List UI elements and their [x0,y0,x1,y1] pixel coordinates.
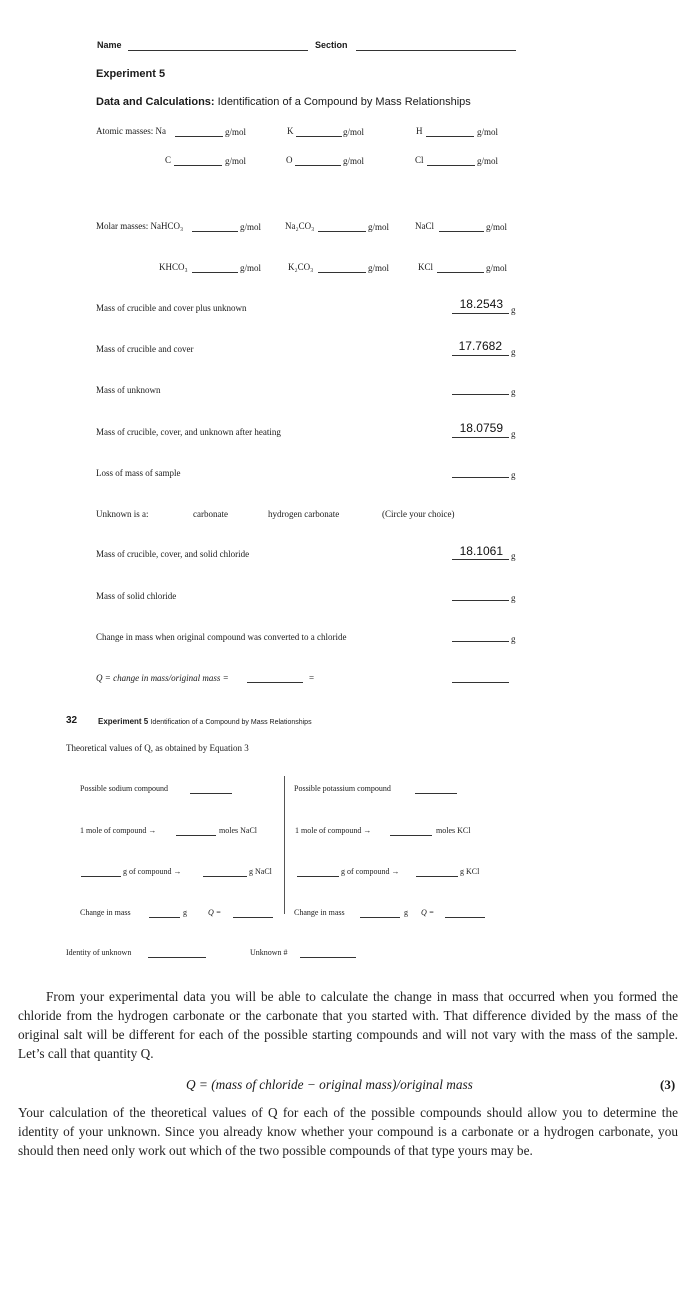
possible-potassium-label: Possible potassium compound [294,784,391,793]
row-mass-solid-chloride: Mass of solid chloride [96,591,177,601]
k-blank[interactable] [296,136,342,137]
unit-text: g/mol [225,156,247,166]
molar-masses-label: Molar masses: NaHCO₃ [96,221,184,231]
na-blank[interactable] [175,136,223,137]
paragraph-theory: Your calculation of the theoretical values of Q for each of the possible compounds should allow you to determine the identity of your unknown. Since you already know whether your compound is a carbonate or a hydrogen carbonate, you should then need only work out which of the two possible compounds of that type yours may be. [18,1105,678,1158]
potassium-compound-blank[interactable] [415,793,457,794]
equation-number: (3) [660,1077,676,1092]
q-eq-potassium: Q = [421,908,435,917]
solid-chloride-value[interactable]: 18.1061 [459,544,503,558]
name-field[interactable] [128,50,308,51]
o-blank[interactable] [295,165,341,166]
column-divider [284,776,285,914]
q-blank-1[interactable] [247,682,303,683]
unit-text: g/mol [225,127,247,137]
q-formula-label: Q = change in mass/original mass = [96,673,229,683]
answer-line [452,355,509,356]
q-potassium-blank[interactable] [445,917,485,918]
q-sodium-blank[interactable] [233,917,273,918]
unit-text: g/mol [368,222,390,232]
running-head-bold: Experiment 5 [98,717,149,726]
g-unit: g [183,908,187,917]
unit-text: g/mol [343,156,365,166]
khco3-blank[interactable] [192,272,238,273]
g-compound-sodium-label: g of compound → [123,867,182,876]
sodium-compound-blank[interactable] [190,793,232,794]
mass-unknown-blank[interactable] [452,394,509,395]
na2co3-label: Na₂CO₃ [285,221,315,231]
row-mass-unknown: Mass of unknown [96,385,161,395]
q-equals: = [309,673,315,683]
nahco3-blank[interactable] [192,231,238,232]
unknown-number-blank[interactable] [300,957,356,958]
change-in-mass-sodium-label: Change in mass [80,908,131,917]
change-mass-sodium-blank[interactable] [149,917,180,918]
g-unit: g [404,908,408,917]
unit-text: g/mol [240,222,262,232]
experiment-title: Experiment 5 [96,68,166,80]
moles-kcl-blank[interactable] [390,835,432,836]
khco3-label: KHCO₃ [159,262,188,272]
row-change-mass: Change in mass when original compound was converted to a chloride [96,632,347,642]
unknown-is-label: Unknown is a: [96,509,149,519]
q-blank-2[interactable] [452,682,509,683]
one-mole-potassium-label: 1 mole of compound → [295,826,372,835]
paragraph-intro: From your experimental data you will be able to calculate the change in mass that occurred when you formed the chloride from the hydrogen carbonate or the carbonate that you started with. That difference divided by the mass of the original salt will be different for each of the possible starting compounds and will not vary with the mass of the sample. Let’s call that quantity Q. [18,989,678,1061]
unit-text: g/mol [477,156,499,166]
equation-3: Q = (mass of chloride − original mass)/original mass [186,1077,473,1092]
q-eq-sodium: Q = [208,908,222,917]
cl-label: Cl [415,155,424,165]
moles-nacl-label: moles NaCl [219,826,257,835]
g-compound-potassium-label: g of compound → [341,867,400,876]
crucible-cover-value[interactable]: 17.7682 [458,339,502,353]
unit-g: g [511,470,516,480]
page-title [96,96,471,108]
unit-text: g/mol [240,263,262,273]
unit-g: g [511,387,516,397]
unit-g: g [511,347,516,357]
c-blank[interactable] [174,165,222,166]
circle-instruction: (Circle your choice) [382,509,455,519]
unit-g: g [511,429,516,439]
change-in-mass-potassium-label: Change in mass [294,908,345,917]
unit-g: g [511,551,516,561]
k2co3-blank[interactable] [318,272,366,273]
g-compound-sodium-blank[interactable] [81,876,121,877]
row-crucible-cover: Mass of crucible and cover [96,344,194,354]
name-label: Name [97,40,122,50]
row-crucible-cover-unknown: Mass of crucible and cover plus unknown [96,303,247,313]
choice-carbonate[interactable]: carbonate [193,509,228,519]
g-kcl-blank[interactable] [416,876,458,877]
nacl-blank[interactable] [439,231,484,232]
c-label: C [165,155,172,165]
change-mass-blank[interactable] [452,641,509,642]
section-label: Section [315,40,348,50]
g-compound-potassium-blank[interactable] [297,876,339,877]
moles-kcl-label: moles KCl [436,826,471,835]
unit-text: g/mol [486,263,508,273]
h-blank[interactable] [426,136,474,137]
unit-text: g/mol [486,222,508,232]
kcl-label: KCl [418,262,434,272]
na2co3-blank[interactable] [318,231,366,232]
one-mole-sodium-label: 1 mole of compound → [80,826,157,835]
o-label: O [286,155,293,165]
g-nacl-label: g NaCl [249,867,272,876]
possible-sodium-label: Possible sodium compound [80,784,169,793]
choice-hydrogen-carbonate[interactable]: hydrogen carbonate [268,509,340,519]
answer-line [452,313,509,314]
row-solid-chloride: Mass of crucible, cover, and solid chloride [96,549,250,559]
moles-nacl-blank[interactable] [176,835,216,836]
k2co3-label: K₂CO₃ [288,262,314,272]
change-mass-potassium-blank[interactable] [360,917,400,918]
k-label: K [287,126,294,136]
g-nacl-blank[interactable] [203,876,247,877]
cl-blank[interactable] [427,165,475,166]
theoretical-label: Theoretical values of Q, as obtained by Equation 3 [66,743,249,753]
title-rest: Identification of a Compound by Mass Relationships [217,96,471,108]
after-heating-value[interactable]: 18.0759 [459,421,503,435]
crucible-cover-unknown-value[interactable]: 18.2543 [459,297,503,311]
unit-text: g/mol [477,127,499,137]
mass-solid-chloride-blank[interactable] [452,600,509,601]
row-loss: Loss of mass of sample [96,468,181,478]
nacl-label: NaCl [415,221,434,231]
answer-line [452,559,509,560]
unit-text: g/mol [343,127,365,137]
unit-text: g/mol [368,263,390,273]
running-head [98,717,312,726]
unit-g: g [511,593,516,603]
identity-label: Identity of unknown [66,948,132,957]
section-field[interactable] [356,50,516,51]
unit-g: g [511,634,516,644]
h-label: H [416,126,423,136]
row-after-heating: Mass of crucible, cover, and unknown after heating [96,427,281,437]
kcl-blank[interactable] [437,272,484,273]
loss-blank[interactable] [452,477,509,478]
page-number: 32 [66,715,78,726]
running-head-rest: Identification of a Compound by Mass Relationships [150,719,312,726]
g-kcl-label: g KCl [460,867,480,876]
unit-g: g [511,305,516,315]
identity-blank[interactable] [148,957,206,958]
unknown-number-label: Unknown # [250,948,288,957]
atomic-masses-label: Atomic masses: Na [96,126,166,136]
answer-line [452,437,509,438]
title-bold: Data and Calculations: [96,96,215,108]
